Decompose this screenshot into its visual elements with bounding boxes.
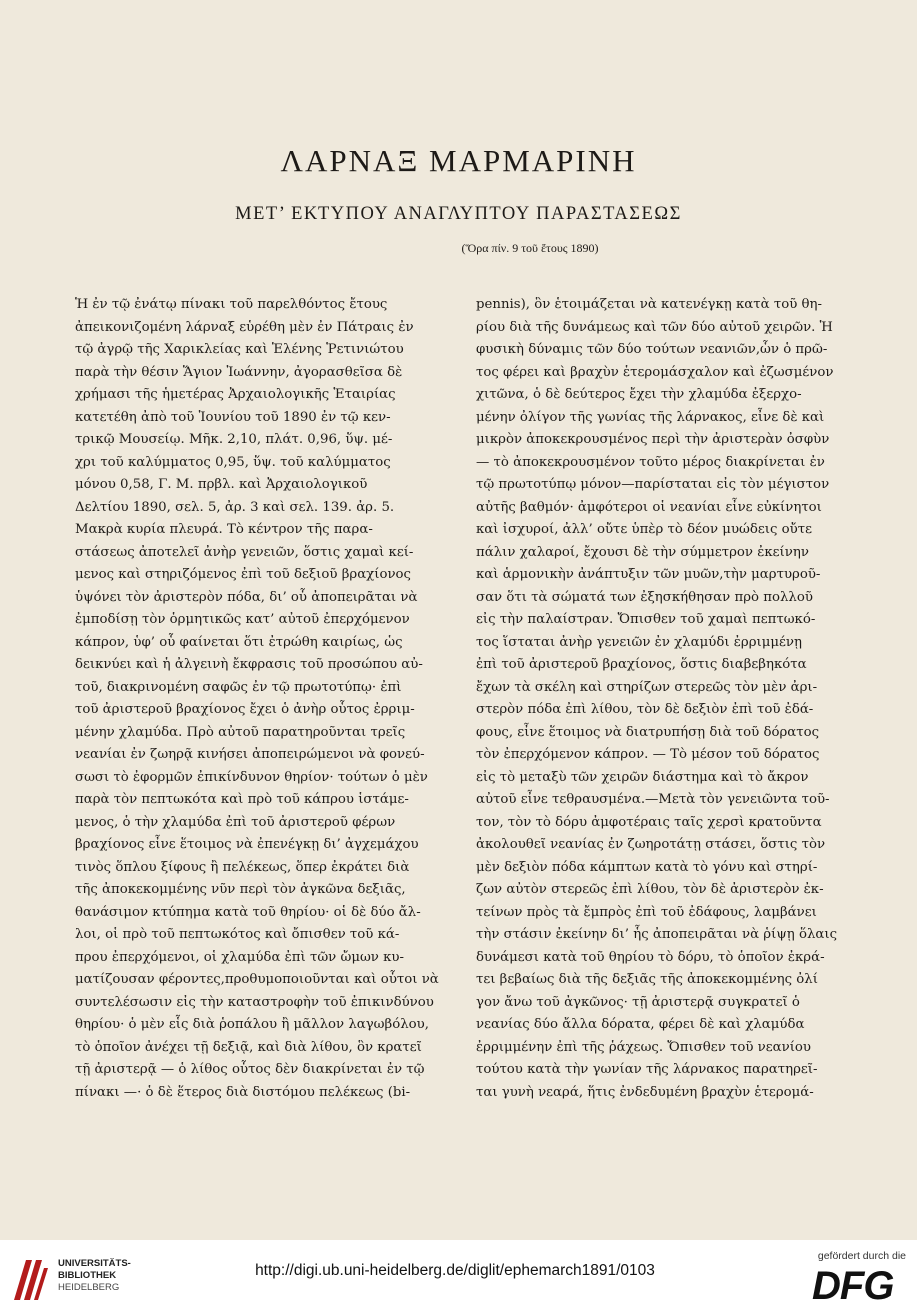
text-line: φους, εἶνε ἕτοιμος νὰ διατρυπήσῃ διὰ τοῦ δόρατος	[476, 724, 820, 740]
text-line: μενος, ὁ τὴν χλαμύδα ἐπὶ τοῦ ἀριστεροῦ φέρων	[75, 814, 396, 830]
text-line: κατετέθη ἀπὸ τοῦ Ἰουνίου τοῦ 1890 ἐν τῷ κεν-	[75, 409, 391, 425]
text-line: τῷ πρωτοτύπῳ μόνον—παρίσταται εἰς τὸν μέγιστον	[476, 477, 830, 492]
text-line: καὶ ἰσχυροί, ἀλλ’ οὔτε ὑπὲρ τὸ δέον μυώδεις οὔτε	[476, 522, 812, 537]
text-line: δυνάμεσι κατὰ τοῦ θηρίου τὸ δόρυ, τὸ ὁποῖον ἐκρά-	[476, 949, 825, 965]
text-line: χρήμασι τῆς ἡμετέρας Ἀρχαιολογικῆς Ἑταιρίας	[75, 387, 396, 402]
text-line: λοι, οἱ πρὸ τοῦ πεπτωκότος καὶ ὄπισθεν τοῦ κά-	[75, 927, 400, 942]
plate-reference: (Ὅρα πίν. 9 τοῦ ἔτους 1890)	[461, 241, 599, 255]
dfg-funder-logo[interactable]	[790, 1250, 910, 1310]
text-line: νεανίας δύο ἄλλα δόρατα, φέρει δὲ καὶ χλαμύδα	[476, 1017, 805, 1032]
right-text-column	[476, 294, 870, 1104]
text-line: μένην ὀλίγον τῆς γωνίας τῆς λάρνακος, εἶνε δὲ καὶ	[476, 409, 825, 425]
funder-label: gefördert durch die	[817, 1250, 906, 1262]
text-line: ὑψόνει τὸν ἀριστερὸν πόδα, δι’ οὗ ἀποπειρᾶται νὰ	[75, 589, 418, 605]
library-name-line2: BIBLIOTHEK	[58, 1270, 117, 1281]
library-emblem-icon	[10, 1256, 50, 1302]
text-line: φυσικὴ δύναμις τῶν δύο τούτων νεανιῶν,ὧν ὁ πρῶ-	[476, 342, 828, 357]
text-line: τὸν ἐπερχόμενον κάπρον. — Τὸ μέσον τοῦ δόρατος	[476, 747, 820, 762]
text-line: τινὸς ὅπλου ξίφους ἢ πελέκεως, ὅπερ ἐκράτει διὰ	[75, 859, 410, 875]
text-line: τῷ ἀγρῷ τῆς Χαρικλείας καὶ Ἑλένης Ῥετινιώτου	[75, 342, 404, 357]
text-line: μένην χλαμύδα. Πρὸ αὐτοῦ παρατηροῦνται τρεῖς	[75, 724, 406, 740]
text-line: βραχίονος εἶνε ἕτοιμος νὰ ἐπενέγκῃ δι’ ἀγχεμάχου	[75, 837, 419, 852]
text-line: τὸ ὁποῖον ἀνέχει τῇ δεξιᾷ, καὶ διὰ λίθου, ὃν κρατεῖ	[75, 1039, 422, 1055]
library-name-line1: UNIVERSITÄTS-	[58, 1258, 131, 1269]
text-line: στάσεως ἀποτελεῖ ἀνὴρ γενειῶν, ὅστις χαμαὶ κεί-	[75, 544, 414, 560]
text-line: τος φέρει καὶ βραχὺν ἑτερομάσχαλον καὶ ἐζωσμένον	[476, 364, 834, 380]
text-line: μενος καὶ στηριζόμενος ἐπὶ τοῦ δεξιοῦ βραχίονος	[75, 567, 411, 582]
text-line: τούτου κατὰ τὴν γωνίαν τῆς λάρνακος παρατηρεῖ-	[476, 1062, 818, 1077]
text-line: μὲν δεξιὸν πόδα κάμπτων κατὰ τὸ γόνυ καὶ στηρί-	[476, 859, 818, 875]
text-line: καὶ ἁρμονικὴν ἀνάπτυξιν τῶν μυῶν,τὴν μαρτυροῦ-	[476, 567, 821, 582]
text-line: ἀκολουθεῖ νεανίας ἐν ζωηροτάτῃ στάσει, ὅστις τὸν	[476, 837, 826, 852]
text-line: αὐτοῦ εἶνε τεθραυσμένα.—Μετὰ τὸν γενειῶντα τοῦ-	[476, 792, 830, 807]
text-line: πίνακι —· ὁ δὲ ἕτερος διὰ διστόμου πελέκεως (bi-	[75, 1084, 411, 1100]
text-line: τει βεβαίως διὰ τῆς δεξιᾶς τῆς ἀποκεκομμένης ὀλί	[476, 972, 818, 987]
text-line: ἔχων τὰ σκέλη καὶ στηρίζων στερεῶς τὸν μὲν ἀρι-	[476, 679, 818, 695]
text-line: Μακρὰ κυρία πλευρά. Τὸ κέντρον τῆς παρα-	[75, 522, 373, 537]
permalink-url[interactable]: http://digi.ub.uni-heidelberg.de/diglit/ephemarch1891/0103	[255, 1262, 655, 1279]
text-line: πάλιν χαλαροί, ἔχουσι δὲ τὴν σύμμετρον ἐκείνην	[476, 544, 809, 560]
text-line: αὐτῆς βαθμόν· ἀμφότεροι οἱ νεανίαι εἶνε εὐκίνητοι	[476, 499, 822, 515]
left-text-column	[75, 294, 469, 1104]
text-line: τρικῷ Μουσείῳ. Μῆκ. 2,10, πλάτ. 0,96, ὕψ. μέ-	[75, 432, 393, 447]
text-line: χρι τοῦ καλύμματος 0,95, ὕψ. τοῦ καλύμματος	[75, 454, 391, 470]
text-line: παρὰ τὴν θέσιν Ἅγιον Ἰωάννην, ἀγορασθεῖσα δὲ	[75, 364, 403, 380]
text-line: Ἡ ἐν τῷ ἐνάτῳ πίνακι τοῦ παρελθόντος ἔτους	[75, 297, 388, 312]
text-line: μικρὸν ἀποκεκρουσμένος περὶ τὴν ἀριστερὰν ὀσφὺν	[476, 432, 830, 447]
article-subtitle: ΜΕΤ’ ΕΚΤΥΠΟΥ ΑΝΑΓΛΥΠΤΟΥ ΠΑΡΑΣΤΑΣΕΩΣ	[235, 204, 682, 224]
text-line: εἰς τὸ μεταξὺ τῶν χειρῶν διάστημα καὶ τὸ ἄκρον	[476, 769, 809, 785]
text-line: θανάσιμον κτύπημα κατὰ τοῦ θηρίου· οἱ δὲ δύο ἄλ-	[75, 904, 421, 920]
dfg-logo-mark: DFG	[812, 1264, 894, 1308]
text-line: παρὰ τὸν πεπτωκότα καὶ πρὸ τοῦ κάπρου ἱστάμε-	[75, 792, 409, 807]
text-line: τοῦ, διακρινομένη σαφῶς ἐν τῷ πρωτοτύπῳ· ἐπὶ	[75, 679, 402, 695]
text-line: pennis), ὃν ἑτοιμάζεται νὰ κατενέγκῃ κατὰ τοῦ θη-	[476, 297, 822, 312]
text-line: ζων αὐτὸν στερεῶς ἐπὶ λίθου, τὸν δὲ ἀριστερὸν ἐκ-	[476, 882, 824, 897]
text-line: ματίζουσαν φέροντες,προθυμοποιοῦνται καὶ οὗτοι νὰ	[75, 972, 439, 987]
text-line: — τὸ ἀποκεκρουσμένον τοῦτο μέρος διακρίνεται ἐν	[476, 454, 825, 470]
text-line: Δελτίου 1890, σελ. 5, ἀρ. 3 καὶ σελ. 139. ἀρ. 5.	[75, 499, 395, 515]
text-line: σωσι τὸ ἐφορμῶν ἐπικίνδυνον θηρίον· τούτων ὁ μὲν	[75, 769, 428, 785]
text-line: ἀπεικονιζομένη λάρναξ εὑρέθη μὲν ἐν Πάτραις ἐν	[75, 319, 414, 335]
text-line: κάπρον, ὑφ’ οὗ φαίνεται ὅτι ἐτρώθη καιρίως, ὡς	[75, 634, 403, 650]
text-line: ται γυνὴ νεαρά, ἥτις ἐνδεδυμένη βραχὺν ἑτερομά-	[476, 1084, 814, 1100]
text-line: τος ἵσταται ἀνὴρ γενειῶν ἐν χλαμύδι ἐρριμμένῃ	[476, 634, 802, 650]
text-line: ἐμποδίσῃ τὸν ὁρμητικῶς κατ’ αὐτοῦ ἐπερχόμενον	[75, 612, 410, 627]
library-name-line3: HEIDELBERG	[58, 1282, 120, 1293]
text-line: πρου ἐπερχόμενοι, οἱ χλαμύδα ἐπὶ τῶν ὤμων κυ-	[75, 949, 404, 965]
text-line: νεανίαι ἐν ζωηρᾷ κινήσει ἀποπειρώμενοι νὰ φονεύ-	[75, 747, 425, 762]
text-line: στερὸν πόδα ἐπὶ λίθου, τὸν δὲ δεξιὸν ἐπὶ τοῦ ἐδά-	[476, 702, 814, 717]
text-line: θηρίου· ὁ μὲν εἷς διὰ ῥοπάλου ἢ μᾶλλον λαγωβόλου,	[75, 1017, 429, 1032]
text-line: συντελέσωσιν εἰς τὴν καταστροφὴν τοῦ ἐπικινδύνου	[75, 994, 434, 1010]
text-line: σαν ὅτι τὰ σώματά των ἐξησκήθησαν πρὸ πολλοῦ	[476, 589, 813, 605]
text-line: δεικνύει καὶ ἡ ἀλγεινὴ ἔκφρασις τοῦ προσώπου αὐ-	[75, 657, 423, 672]
library-name	[58, 1258, 131, 1294]
text-line: μόνου 0,58, Γ. Μ. πρβλ. καὶ Ἀρχαιολογικοῦ	[75, 477, 368, 492]
text-line: ἐπὶ τοῦ ἀριστεροῦ βραχίονος, ὅστις διαβεβηκότα	[476, 657, 807, 672]
article-title: ΛΑΡΝΑΞ ΜΑΡΜΑΡΙΝΗ	[280, 143, 637, 178]
text-line: τῆς ἀποκεκομμένης νῦν περὶ τὸν ἀγκῶνα δεξιᾶς,	[75, 882, 406, 897]
text-line: χιτῶνα, ὁ δὲ δεύτερος ἔχει τὴν χλαμύδα ἐξερχο-	[476, 387, 802, 402]
university-library-logo[interactable]	[10, 1254, 150, 1304]
text-line: ἐρριμμένην ἐπὶ τῆς ῥάχεως. Ὄπισθεν τοῦ νεανίου	[476, 1039, 812, 1055]
text-line: τοῦ ἀριστεροῦ βραχίονος ἔχει ὁ ἀνὴρ οὗτος ἐρριμ-	[75, 702, 415, 717]
text-line: τείνων πρὸς τὰ ἔμπρὸς ἐπὶ τοῦ ἐδάφους, λαμβάνει	[476, 904, 817, 920]
text-line: ρίου διὰ τῆς δυνάμεως καὶ τῶν δύο αὐτοῦ χειρῶν. Ἡ	[476, 319, 833, 335]
text-line: τῇ ἀριστερᾷ — ὁ λίθος οὗτος δὲν διακρίνεται ἐν τῷ	[75, 1062, 425, 1077]
text-line: εἰς τὴν παλαίστραν. Ὄπισθεν τοῦ χαμαὶ πεπτωκό-	[476, 612, 816, 627]
text-line: τὴν στάσιν ἐκείνην δι’ ἧς ἀποπειρᾶται νὰ ῥίψῃ ὅλαις	[476, 927, 838, 942]
text-line: γον ἄνω τοῦ ἀγκῶνος· τῇ ἀριστερᾷ συγκρατεῖ ὁ	[476, 994, 800, 1010]
text-line: τον, τὸν τὸ δόρυ ἀμφοτέραις ταῖς χερσὶ κρατοῦντα	[476, 814, 822, 830]
